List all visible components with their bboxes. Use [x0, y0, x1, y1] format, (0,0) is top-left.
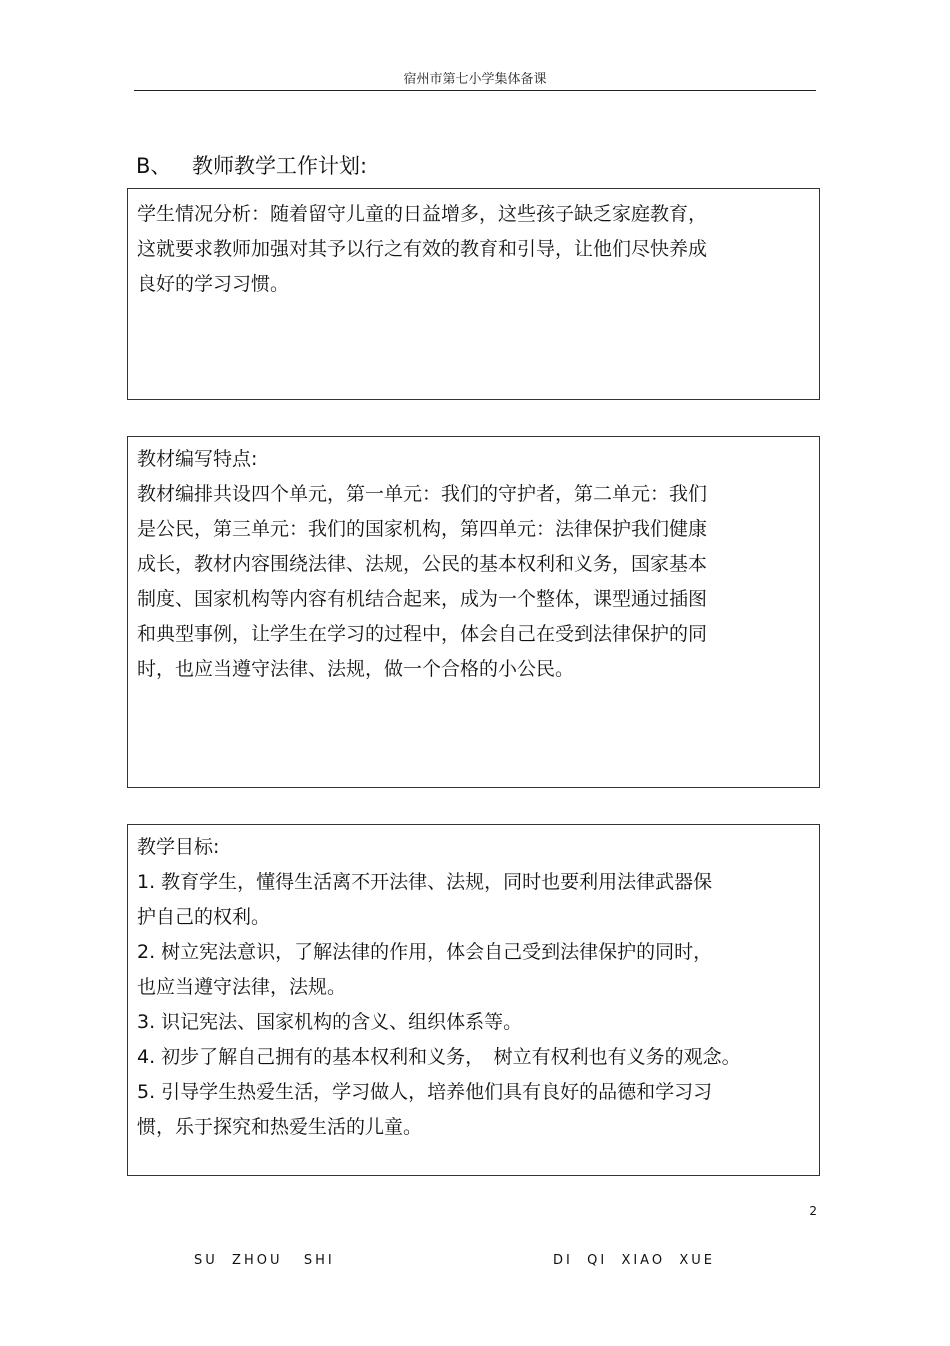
student-analysis-box [127, 188, 820, 400]
text-line: 也应当遵守法律，法规。 [137, 976, 347, 998]
text-line: 4. 初步了解自己拥有的基本权利和义务， 树立有权利也有义务的观念。 [137, 1046, 741, 1068]
text-line: 教材编排共设四个单元，第一单元：我们的守护者，第二单元：我们 [137, 483, 708, 505]
section-marker: B、 [136, 154, 172, 178]
text-line: 学生情况分析：随着留守儿童的日益增多，这些孩子缺乏家庭教育， [137, 203, 708, 225]
text-line: 1. 教育学生，懂得生活离不开法律、法规，同时也要利用法律武器保 [137, 871, 713, 893]
box-title: 教学目标: [137, 836, 220, 858]
text-line: 成长，教材内容围绕法律、法规，公民的基本权利和义务，国家基本 [137, 553, 708, 575]
text-line: 和典型事例，让学生在学习的过程中，体会自己在受到法律保护的同 [137, 623, 708, 645]
teaching-goals-box [127, 824, 820, 1176]
page-number: 2 [809, 1204, 817, 1218]
text-line: 惯，乐于探究和热爱生活的儿童。 [137, 1116, 423, 1138]
text-line: 2. 树立宪法意识，了解法律的作用，体会自己受到法律保护的同时， [137, 941, 713, 963]
section-title: 教师教学工作计划: [192, 154, 368, 178]
text-line: 5. 引导学生热爱生活，学习做人，培养他们具有良好的品德和学习习 [137, 1081, 713, 1103]
text-line: 这就要求教师加强对其予以行之有效的教育和引导，让他们尽快养成 [137, 238, 708, 260]
footer-right-text: DI QI XIAO XUE [553, 1253, 715, 1268]
page-header: 宿州市第七小学集体备课 [403, 72, 547, 87]
text-line: 3. 识记宪法、国家机构的含义、组织体系等。 [137, 1011, 523, 1033]
text-line: 是公民，第三单元：我们的国家机构，第四单元：法律保护我们健康 [137, 518, 708, 540]
textbook-features-box [127, 436, 820, 788]
text-line: 制度、国家机构等内容有机结合起来，成为一个整体，课型通过插图 [137, 588, 708, 610]
text-line: 时，也应当遵守法律、法规，做一个合格的小公民。 [137, 658, 575, 680]
text-line: 护自己的权利。 [137, 906, 271, 928]
text-line: 良好的学习习惯。 [137, 273, 290, 295]
footer-left-text: SU ZHOU SHI [194, 1253, 335, 1268]
section-heading [136, 150, 367, 180]
box-title: 教材编写特点: [137, 448, 258, 470]
header-divider [134, 90, 816, 91]
